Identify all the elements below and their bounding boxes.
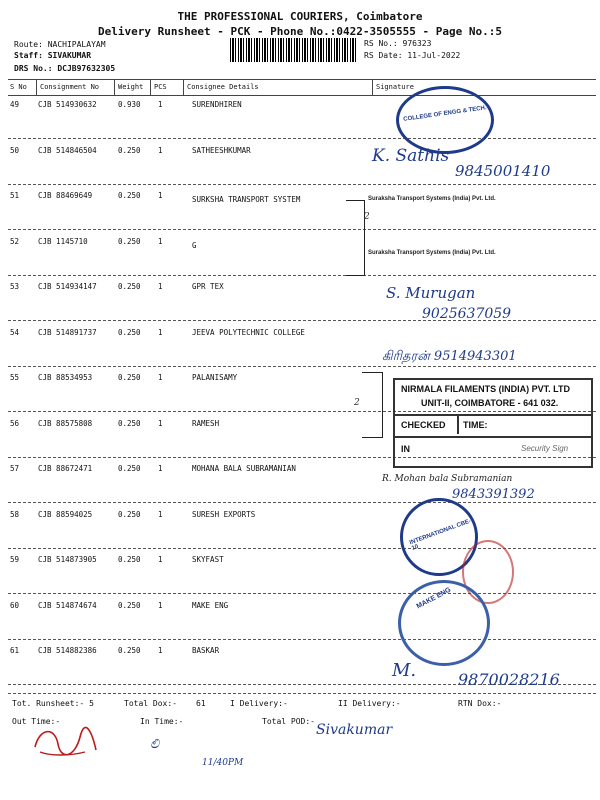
row-consignment-no: CJB 514882386 [38,646,97,655]
row-weight: 0.250 [118,601,141,610]
row-sno: 60 [10,601,20,610]
row-consignee: SURESH EXPORTS [192,510,256,519]
row-consignment-no: CJB 514873905 [38,555,97,564]
signature-row-54: கிரிதரன் 9514943301 [382,349,517,364]
row-consignee: PALANISAMY [192,373,238,382]
row-weight: 0.250 [118,555,141,564]
row-consignment-no: CJB 1145710 [38,237,88,246]
row-consignee: SURKSHA TRANSPORT SYSTEM [192,195,301,204]
row-weight: 0.250 [118,464,141,473]
row-weight: 0.250 [118,146,141,155]
row-sno: 59 [10,555,20,564]
row-consignee: RAMESH [192,419,220,428]
row-consignment-no: CJB 514930632 [38,100,97,109]
col-consignment: Consignment No [40,83,100,91]
row-pcs: 1 [158,601,163,610]
suraksha-stamp-2: Suraksha Transport Systems (India) Pvt. Ltd. [368,250,496,256]
col-weight: Weight [118,83,144,91]
row-divider [8,138,596,139]
phone-row-50: 9845001410 [455,162,551,180]
row-weight: 0.250 [118,510,141,519]
ii-delivery: II Delivery:- [338,699,401,708]
rs-date: RS Date: 11-Jul-2022 [364,51,461,60]
phone-row-61: 9870028216 [458,670,560,689]
row-sno: 54 [10,328,20,337]
row-weight: 0.250 [118,282,141,291]
rs-number: RS No.: 976323 [364,39,432,48]
col-pcs: PCS [154,83,167,91]
row-consignee: MOHANA BALA SUBRAMANIAN [192,464,296,473]
international-seal: INTERNATIONAL CBE-10 [400,498,478,576]
row-sno: 53 [10,282,20,291]
make-eng-seal: MAKE ENG [398,580,490,666]
in-time-handwritten: 11/40PM [202,758,244,768]
row-consignment-no: CJB 514874674 [38,601,97,610]
tot-runsheet: Tot. Runsheet:- 5 [12,699,94,708]
row-pcs: 1 [158,282,163,291]
row-pcs: 1 [158,100,163,109]
col-signature: Signature [376,83,414,91]
row-sno: 50 [10,146,20,155]
bracket-55-56 [362,372,383,438]
row-consignee: SKYFAST [192,555,224,564]
row-divider [8,229,596,230]
row-divider [8,184,596,185]
phone-row-57: 9843391392 [452,487,535,502]
note-two-b: 2 [354,398,360,408]
row-divider [8,548,596,549]
row-weight: 0.250 [118,373,141,382]
row-weight: 0.250 [118,191,141,200]
row-sno: 52 [10,237,20,246]
college-seal: COLLEGE OF ENGG & TECH. [396,86,494,154]
drs-label: DRS No.: DCJB97632305 [14,64,116,73]
col-sno: S No [10,83,27,91]
row-consignment-no: CJB 514846504 [38,146,97,155]
row-weight: 0.250 [118,328,141,337]
out-time-signature [30,722,100,762]
row-pcs: 1 [158,328,163,337]
row-sno: 55 [10,373,20,382]
row-sno: 49 [10,100,20,109]
row-consignee: MAKE ENG [192,601,229,610]
row-sno: 56 [10,419,20,428]
total-pod: Total POD:- [262,717,315,726]
row-sno: 57 [10,464,20,473]
total-pod-signature: Sivakumar [316,722,393,738]
document-subtitle: Delivery Runsheet - PCK - Phone No.:0422-3505555 - Page No.:5 [98,25,502,38]
row-weight: 0.250 [118,237,141,246]
row-pcs: 1 [158,373,163,382]
out-time: Out Time:- [12,717,61,726]
i-delivery: I Delivery:- [230,699,288,708]
suraksha-stamp-1: Suraksha Transport Systems (India) Pvt. Ltd. [368,196,496,202]
phone-row-53: 9025637059 [422,306,512,322]
row-divider [8,502,596,503]
row-consignee: G [192,241,197,250]
row-weight: 0.930 [118,100,141,109]
row-divider [8,366,596,367]
staff-label: Staff: SIVAKUMAR [14,51,92,60]
row-divider [8,639,596,640]
row-consignment-no: CJB 88534953 [38,373,93,382]
row-pcs: 1 [158,646,163,655]
row-pcs: 1 [158,464,163,473]
total-dox-label: Total Dox:- [124,699,177,708]
signature-row-53: S. Murugan [386,284,476,302]
row-pcs: 1 [158,191,163,200]
row-pcs: 1 [158,419,163,428]
in-time-signature: ಲಿ [150,736,159,752]
row-pcs: 1 [158,146,163,155]
row-consignment-no: CJB 88469649 [38,191,93,200]
row-consignment-no: CJB 88594025 [38,510,93,519]
row-sno: 61 [10,646,20,655]
row-pcs: 1 [158,555,163,564]
signature-row-61: M. [392,660,417,681]
row-weight: 0.250 [118,646,141,655]
row-consignment-no: CJB 514891737 [38,328,97,337]
row-pcs: 1 [158,510,163,519]
row-sno: 51 [10,191,20,200]
row-pcs: 1 [158,237,163,246]
row-consignee: BASKAR [192,646,220,655]
rtn-dox: RTN Dox:- [458,699,502,708]
barcode [230,38,358,62]
signature-row-50: K. Sathis [372,146,450,166]
col-consignee: Consignee Details [187,83,259,91]
row-consignee: SATHEESHKUMAR [192,146,251,155]
row-sno: 58 [10,510,20,519]
row-consignment-no: CJB 88672471 [38,464,93,473]
row-consignee: JEEVA POLYTECHNIC COLLEGE [192,328,305,337]
note-two-a: 2 [364,212,370,222]
route-label: Route: NACHIPALAYAM [14,40,106,49]
row-consignee: GPR TEX [192,282,224,291]
company-stamp: NIRMALA FILAMENTS (INDIA) PVT. LTD UNIT-II, COIMBATORE - 641 032. CHECKED TIME: IN Security Sign [393,378,593,468]
row-divider [8,275,596,276]
row-divider [8,593,596,594]
in-time: In Time:- [140,717,184,726]
row-consignment-no: CJB 514934147 [38,282,97,291]
signature-row-57: R. Mohan bala Subramanian [382,474,513,484]
row-weight: 0.250 [118,419,141,428]
total-dox-value: 61 [196,699,206,708]
row-consignment-no: CJB 88575808 [38,419,93,428]
bracket-51-52 [346,200,365,276]
row-consignee: SURENDHIREN [192,100,242,109]
document-title: THE PROFESSIONAL COURIERS, Coimbatore [177,10,423,23]
